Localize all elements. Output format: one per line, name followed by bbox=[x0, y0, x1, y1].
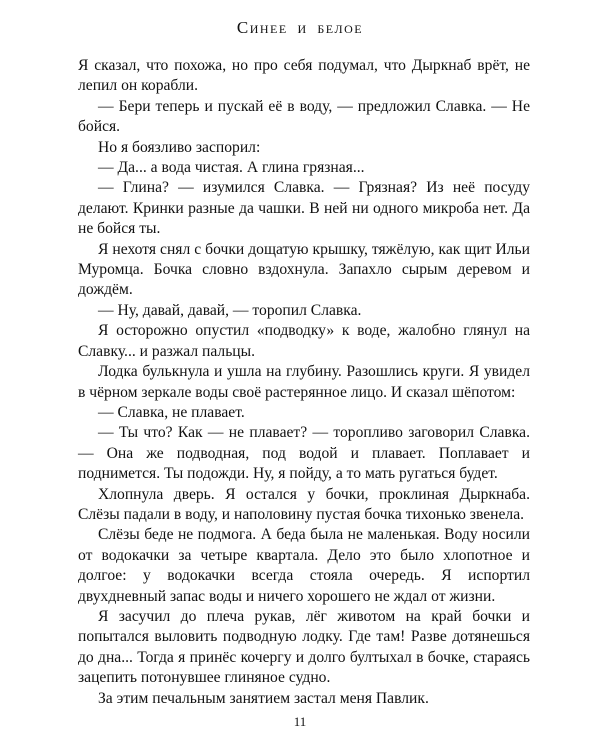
paragraph: Я нехотя снял с бочки дощатую крышку, тяжёлую, как щит Ильи Муромца. Бочка словно вздохнула. Запахло сырым деревом и дождём. bbox=[78, 240, 530, 299]
paragraph: Я осторожно опустил «подводку» к воде, жалобно глянул на Славку... и разжал пальцы. bbox=[78, 322, 530, 360]
paragraph: Слёзы беде не подмога. А беда была не маленькая. Воду носили от водокачки за четыре квартала. Дело это было хлопотное и долгое: у водокачки всегда стояла очередь. Я испортил двухдневный запас воды и ничего хорошего не ждал от жизни. bbox=[78, 526, 530, 605]
paragraph: — Ну, давай, давай, — торопил Славка. bbox=[98, 301, 362, 319]
body-text bbox=[78, 56, 530, 709]
paragraph: Лодка булькнула и ушла на глубину. Разошлись круги. Я увидел в чёрном зеркале воды своё растерянное лицо. И сказал шёпотом: bbox=[78, 363, 530, 401]
paragraph: Но я боязливо заспорил: bbox=[98, 138, 261, 156]
paragraph: — Бери теперь и пускай её в воду, — предложил Славка. — Не бойся. bbox=[78, 97, 530, 136]
paragraph: Хлопнула дверь. Я остался у бочки, проклиная Дыркнаба. Слёзы падали в воду, и наполовину пустая бочка тихонько звенела. bbox=[78, 485, 530, 523]
paragraph: — Славка, не плавает. bbox=[98, 403, 245, 421]
paragraph: — Ты что? Как — не плавает? — торопливо заговорил Славка. — Она же подводная, под водой и плавает. Поплавает и поднимется. Ты подожди. Ну, я пойду, а то мать ругаться будет. bbox=[78, 424, 530, 483]
paragraph: Я засучил до плеча рукав, лёг животом на край бочки и попытался выловить подводную лодку. Где там! Разве дотянешься до дна... Тогда я принёс кочергу и долго бултыхал в бочке, стараясь зацепить потонувшее глиняное судно. bbox=[78, 607, 530, 687]
paragraph: — Да... а вода чистая. А глина грязная... bbox=[98, 159, 365, 177]
running-title: Синее и белое bbox=[236, 18, 364, 37]
paragraph: — Глина? — изумился Славка. — Грязная? Из неё посуду делают. Кринки разные да чашки. В ней ни одного микроба нет. Да не бойся ты. bbox=[78, 179, 530, 238]
paragraph: За этим печальным занятием застал меня Павлик. bbox=[98, 689, 429, 707]
page-number: 11 bbox=[293, 714, 307, 729]
paragraph: Я сказал, что похожа, но про себя подумал, что Дыркнаб врёт, не лепил он корабли. bbox=[78, 57, 530, 95]
